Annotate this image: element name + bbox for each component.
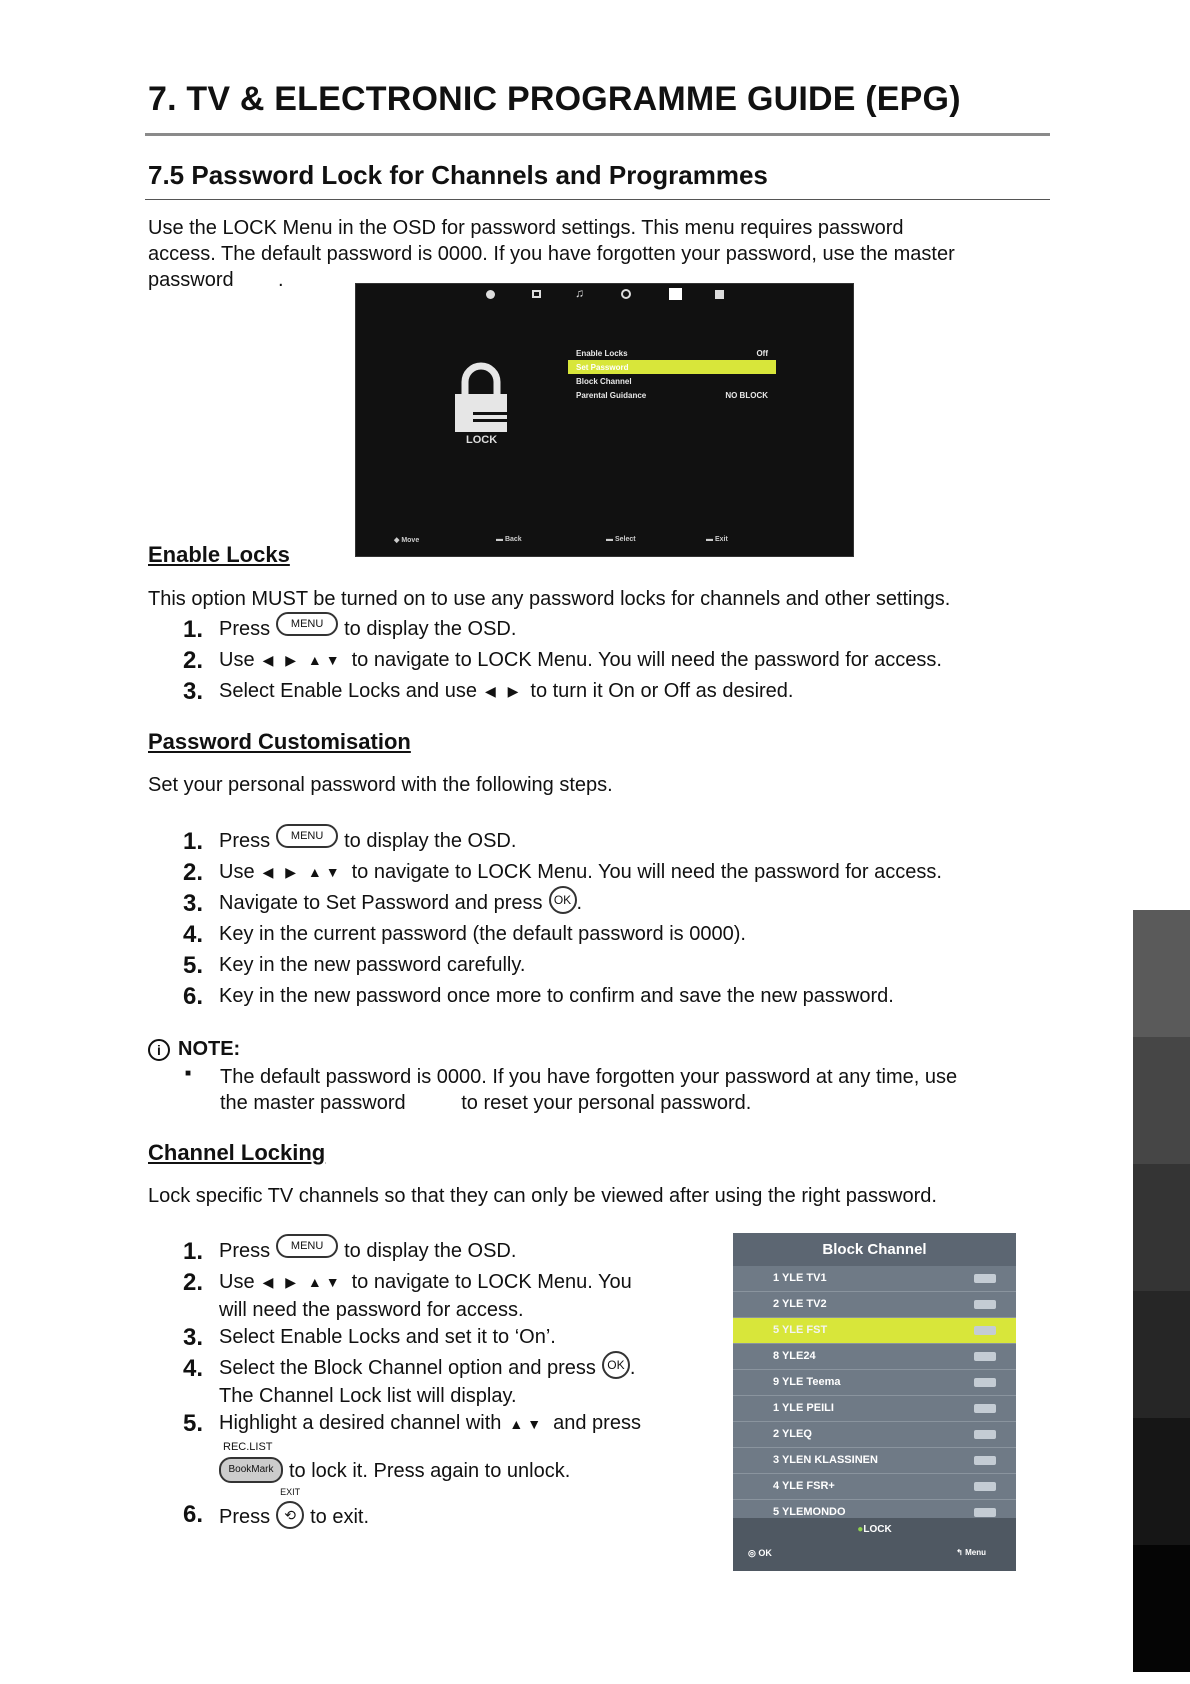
- intro-line: password .: [148, 269, 284, 291]
- bullet-icon: ■: [185, 1068, 192, 1079]
- arrow-keys-icon: ◀ ▶ ▲▼: [262, 652, 344, 668]
- channel-name: 2 YLE TV2: [773, 1298, 827, 1310]
- chapter-tab: [1133, 1545, 1190, 1672]
- channel-type-icon: [974, 1456, 996, 1465]
- lock-tab-icon: [669, 288, 682, 300]
- channel-row-selected[interactable]: [733, 1318, 1016, 1344]
- list-item-continuation: The Channel Lock list will display.: [219, 1385, 517, 1407]
- osd-lock-screenshot: [355, 283, 854, 557]
- chapter-tab-bar: [1133, 910, 1190, 1672]
- channel-row[interactable]: [733, 1474, 1016, 1500]
- block-channel-screenshot: [733, 1233, 1016, 1571]
- menu-button-icon: MENU: [276, 824, 338, 848]
- menu-button-icon: MENU: [276, 612, 338, 636]
- password-heading: Password Customisation: [148, 729, 411, 754]
- chapter-tab: [1133, 910, 1190, 1037]
- left-right-keys-icon: ◀ ▶: [484, 683, 523, 699]
- channel-type-icon: [974, 1378, 996, 1387]
- bookmark-button-icon: REC.LIST BookMark: [219, 1455, 283, 1483]
- block-channel-footer: [733, 1518, 1016, 1571]
- lock-hint: ●LOCK: [857, 1524, 892, 1535]
- ok-hint: ◎ OK: [748, 1548, 772, 1558]
- channel-type-icon: [974, 1300, 996, 1309]
- move-hint: ◆ Move: [394, 537, 420, 544]
- picture-icon: [486, 290, 495, 299]
- osd-menu-item[interactable]: Parental Guidance NO BLOCK: [576, 390, 768, 400]
- list-item: 1. Press MENU to display the OSD.: [183, 826, 942, 857]
- ok-button-icon: OK: [602, 1351, 630, 1379]
- list-item: 4. Key in the current password (the default password is 0000).: [183, 920, 746, 948]
- chapter-title: 7. TV & ELECTRONIC PROGRAMME GUIDE (EPG): [148, 80, 961, 118]
- osd-menu-item[interactable]: Enable Locks Off: [576, 348, 768, 358]
- enable-locks-heading: Enable Locks: [148, 542, 290, 567]
- arrow-keys-icon: ◀ ▶ ▲▼: [262, 864, 344, 880]
- section-title: 7.5 Password Lock for Channels and Programmes: [148, 160, 768, 190]
- menu-button-icon: MENU: [276, 1234, 338, 1258]
- channel-type-icon: [974, 1404, 996, 1413]
- setup-icon: [715, 290, 724, 299]
- list-item: 6. Press EXIT ⟲ to exit.: [183, 1487, 370, 1528]
- intro-line: Use the LOCK Menu in the OSD for password settings. This menu requires password: [148, 217, 904, 239]
- channel-name: 9 YLE Teema: [773, 1376, 841, 1388]
- channel-list: [733, 1266, 1016, 1526]
- list-item: 1. Press MENU to display the OSD.: [183, 1236, 703, 1267]
- channel-name: 8 YLE24: [773, 1350, 816, 1362]
- channel-type-icon: [974, 1482, 996, 1491]
- ok-button-icon: OK: [549, 886, 577, 914]
- chapter-tab: [1133, 1418, 1190, 1545]
- clock-icon: [621, 289, 631, 299]
- password-desc: Set your personal password with the following steps.: [148, 774, 613, 796]
- list-item: 6. Key in the new password once more to confirm and save the new password.: [183, 982, 894, 1010]
- block-channel-title: Block Channel: [733, 1233, 1016, 1266]
- exit-hint: ▬ Exit: [706, 536, 728, 543]
- enable-locks-desc: This option MUST be turned on to use any password locks for channels and other settings.: [148, 588, 951, 610]
- channel-row[interactable]: [733, 1370, 1016, 1396]
- channel-name: 5 YLE FST: [773, 1324, 828, 1336]
- channel-row[interactable]: [733, 1344, 1016, 1370]
- channel-type-icon: [974, 1508, 996, 1517]
- channel-locking-heading: Channel Locking: [148, 1140, 326, 1165]
- tv-icon: [532, 290, 541, 298]
- list-item: 2. Use ◀ ▶ ▲▼ to navigate to LOCK Menu. You will need the password for access.: [183, 646, 942, 674]
- password-steps: [183, 826, 942, 1012]
- channel-row[interactable]: [733, 1448, 1016, 1474]
- exit-button-icon: EXIT ⟲: [276, 1501, 304, 1529]
- osd-top-icons: [356, 284, 853, 309]
- chapter-tab: [1133, 1164, 1190, 1291]
- channel-name: 2 YLEQ: [773, 1428, 812, 1440]
- channel-row[interactable]: [733, 1396, 1016, 1422]
- osd-lock-label: LOCK: [466, 434, 498, 446]
- back-hint: ▬ Back: [496, 536, 522, 543]
- music-icon: ♫: [575, 286, 584, 300]
- channel-row[interactable]: [733, 1266, 1016, 1292]
- list-item: 5. Key in the new password carefully.: [183, 951, 526, 979]
- note-text: The default password is 0000. If you have forgotten your password at any time, use the master password to reset your personal password.: [220, 1066, 958, 1114]
- channel-row[interactable]: [733, 1292, 1016, 1318]
- arrow-keys-icon: ◀ ▶ ▲▼: [262, 1274, 344, 1290]
- channel-name: 1 YLE TV1: [773, 1272, 827, 1284]
- note-title: i NOTE:: [148, 1038, 240, 1061]
- channel-type-icon: [974, 1274, 996, 1283]
- list-item: 3. Select Enable Locks and set it to ‘On’.: [183, 1323, 556, 1351]
- enable-locks-steps: [183, 614, 942, 707]
- list-item: 3. Select Enable Locks and use ◀ ▶ to turn it On or Off as desired.: [183, 677, 794, 705]
- list-item-continuation: will need the password for access.: [219, 1299, 524, 1321]
- list-item: 2. Use ◀ ▶ ▲▼ to navigate to LOCK Menu. You will need the password for access.: [183, 858, 942, 886]
- up-down-keys-icon: ▲▼: [509, 1415, 546, 1432]
- channel-locking-desc: Lock specific TV channels so that they can only be viewed after using the right password.: [148, 1185, 937, 1207]
- list-item-continuation: REC.LIST BookMark to lock it. Press again to unlock.: [183, 1439, 703, 1483]
- channel-locking-steps: [183, 1236, 703, 1529]
- channel-name: 3 YLEN KLASSINEN: [773, 1454, 878, 1466]
- menu-hint: ↰ Menu: [956, 1548, 986, 1557]
- osd-footer: [356, 532, 853, 552]
- osd-menu: [568, 346, 776, 402]
- list-item: 4. Select the Block Channel option and press OK .: [183, 1353, 703, 1384]
- channel-type-icon: [974, 1352, 996, 1361]
- list-item: 3. Navigate to Set Password and press OK .: [183, 888, 942, 919]
- select-hint: ▬ Select: [606, 536, 636, 543]
- intro-line: access. The default password is 0000. If you have forgotten your password, use the master: [148, 243, 955, 265]
- section-rule: [145, 199, 1050, 200]
- osd-menu-item[interactable]: Block Channel: [576, 376, 632, 386]
- list-item: 2. Use ◀ ▶ ▲▼ to navigate to LOCK Menu. You: [183, 1268, 632, 1296]
- chapter-tab: [1133, 1291, 1190, 1418]
- channel-type-icon: [974, 1430, 996, 1439]
- channel-row[interactable]: [733, 1422, 1016, 1448]
- channel-type-icon: [974, 1326, 996, 1335]
- channel-name: 5 YLEMONDO: [773, 1506, 846, 1518]
- info-icon: i: [148, 1039, 170, 1061]
- osd-menu-item-selected[interactable]: Set Password: [568, 360, 776, 374]
- chapter-rule: [145, 133, 1050, 136]
- list-item: 5. Highlight a desired channel with ▲▼ and press: [183, 1409, 641, 1437]
- list-item: 1. Press MENU to display the OSD.: [183, 614, 942, 645]
- channel-name: 1 YLE PEILI: [773, 1402, 834, 1414]
- padlock-icon: [451, 362, 511, 434]
- channel-name: 4 YLE FSR+: [773, 1480, 835, 1492]
- chapter-tab: [1133, 1037, 1190, 1164]
- intro-paragraph: [148, 215, 955, 293]
